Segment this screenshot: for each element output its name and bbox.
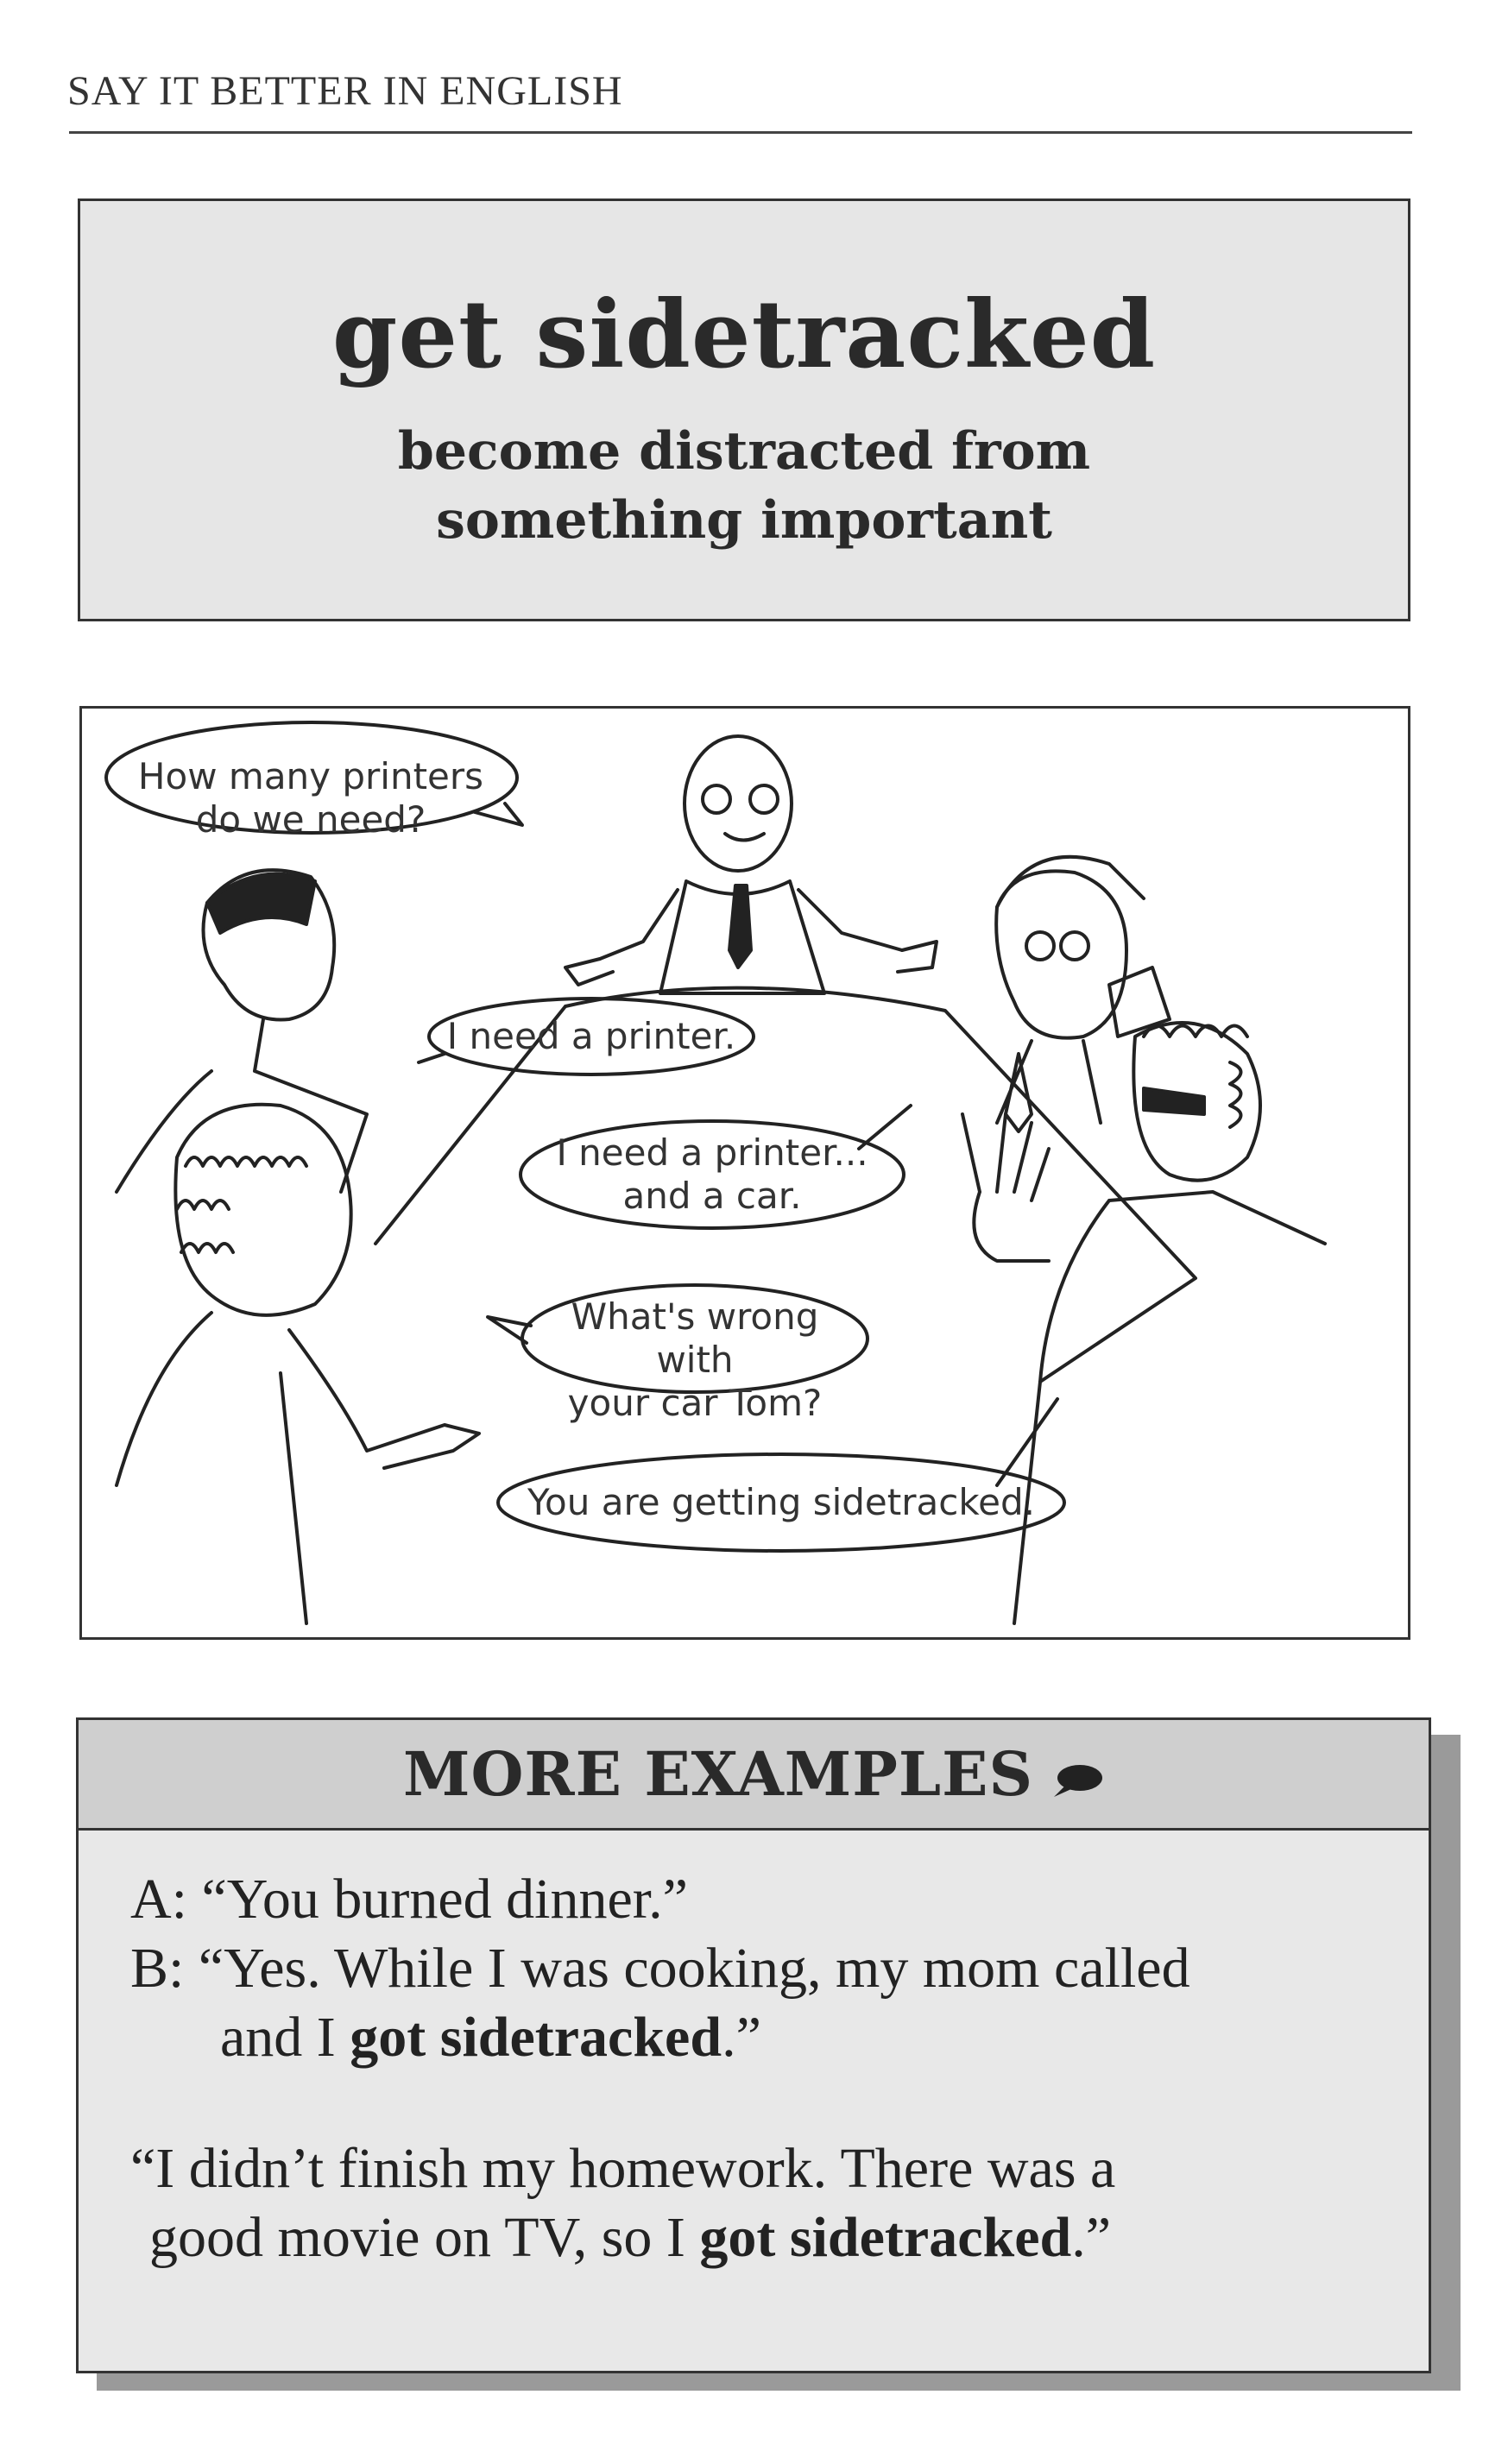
dialog-line-b-cont — [130, 2003, 1377, 2072]
quote-text: good movie on TV, so I — [149, 2206, 700, 2269]
idiom-highlight: got sidetracked — [699, 2206, 1072, 2269]
comic-illustration — [79, 706, 1410, 1640]
meaning-line-1: become distracted from — [397, 421, 1091, 482]
quote-text-end: .” — [1071, 2206, 1111, 2269]
running-header: SAY IT BETTER IN ENGLISH — [67, 68, 623, 114]
speaker-b-label: B: — [130, 1937, 199, 2000]
header-rule — [69, 131, 1412, 134]
idiom-highlight: got sidetracked — [350, 2006, 722, 2069]
example-spacer — [130, 2072, 1377, 2134]
boss-figure — [565, 736, 937, 993]
meaning-line-2: something important — [436, 490, 1052, 551]
bubble-getting-sidetracked: You are getting sidetracked. — [527, 1481, 1036, 1523]
example-quote-line-1: “I didn’t finish my homework. There was a — [130, 2137, 1116, 2200]
dialog-line-b — [130, 1934, 1377, 2003]
idiom-meaning — [80, 417, 1408, 555]
bubble-whats-wrong: What's wrong with your car Tom? — [567, 1295, 823, 1424]
speaker-b-text: “Yes. While I was cooking, my mom called — [198, 1937, 1190, 2000]
more-examples-heading — [79, 1720, 1429, 1831]
speaker-a-text: “You burned dinner.” — [201, 1868, 688, 1931]
speaker-b-text-cont: and I — [220, 2006, 350, 2069]
dialog-line-a — [130, 1865, 1377, 1934]
speaker-a-label: A: — [130, 1868, 202, 1931]
man-left-figure — [117, 870, 367, 1192]
definition-box — [78, 199, 1410, 621]
bubble-printer-and-car: I need a printer... and a car. — [556, 1131, 868, 1217]
bubble-boss-question: How many printers do we need? — [137, 755, 484, 841]
bubble-need-printer: I need a printer. — [446, 1015, 736, 1057]
example-quote-line-2 — [130, 2203, 1377, 2272]
woman-glasses-figure — [962, 1023, 1325, 1623]
more-examples-box — [76, 1717, 1431, 2373]
more-examples-title: MORE EXAMPLES — [402, 1738, 1034, 1810]
speaker-b-text-end: .” — [722, 2006, 761, 2069]
idiom-term: get sidetracked — [331, 280, 1157, 389]
speech-bubble-icon — [1049, 1725, 1104, 1834]
examples-body — [79, 1831, 1429, 2272]
